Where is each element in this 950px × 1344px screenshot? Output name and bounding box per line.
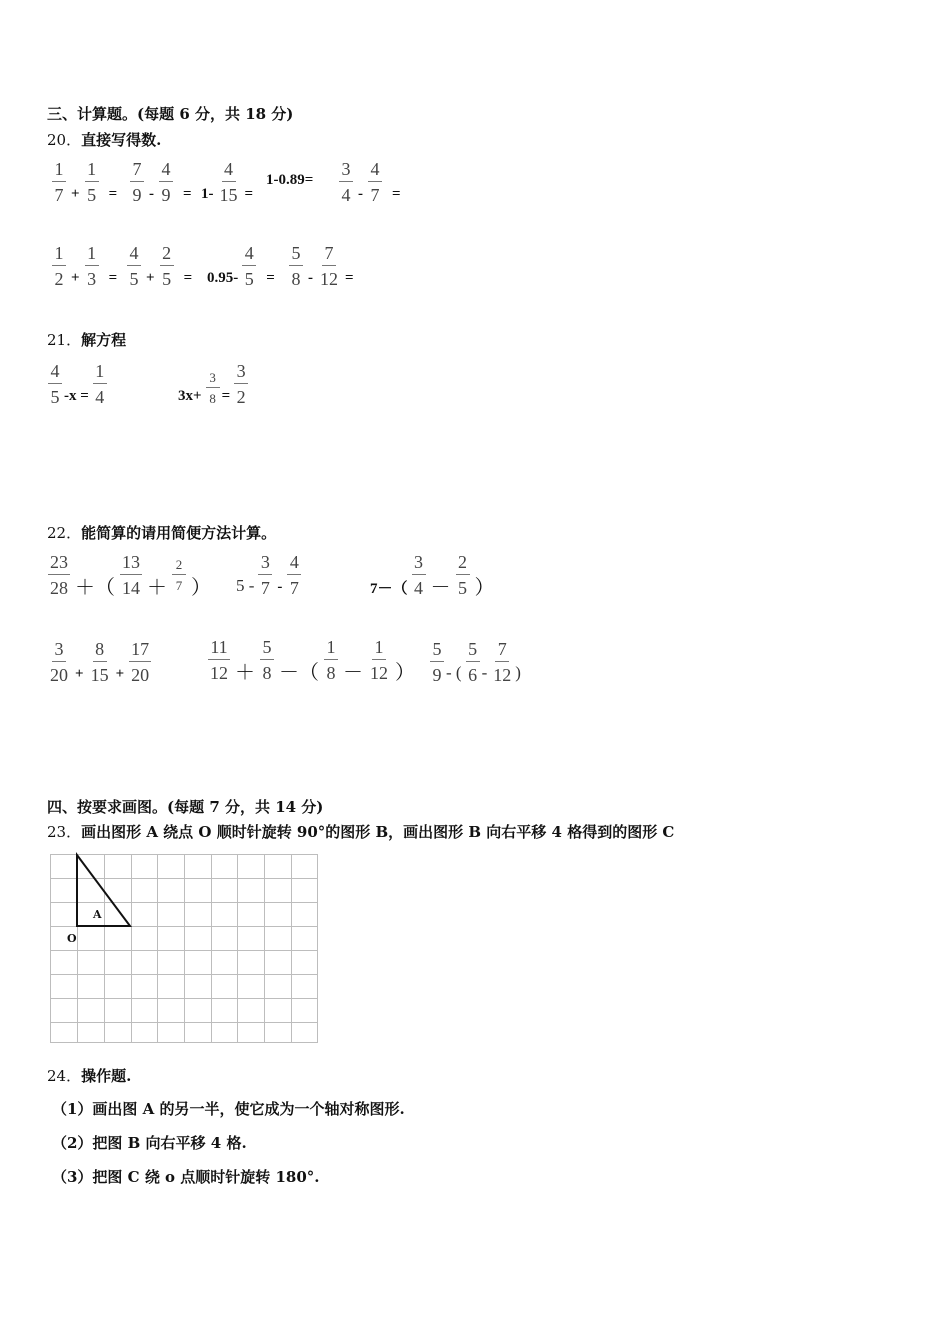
question-22-title [47, 522, 276, 543]
label-a: A [93, 908, 102, 921]
question-24-number: 24． [47, 1067, 82, 1085]
q22-expr-1: $\frac{23}{28}$ ＋（ $\frac{13}{14}$ ＋ $\frac{2}{7}$ ） [50, 552, 211, 599]
question-20-title [47, 129, 161, 150]
q20-expr-4: 1-0.89= [266, 172, 314, 188]
question-21-title [47, 329, 126, 350]
question-24-text: 操作题. [81, 1067, 132, 1085]
question-22-number: 22． [47, 524, 82, 542]
q20-expr-7: $\frac{4}{5}$ + $\frac{2}{5}$ = [125, 244, 195, 288]
q20-expr-1: $\frac{1}{7}$ + $\frac{1}{5}$ = [50, 160, 120, 204]
q24-item-2: （2）把图 B 向右平移 4 格. [52, 1134, 247, 1152]
q21-equation-2: 3x+ $\frac{3}{8}$ = $\frac{3}{2}$ [178, 362, 250, 406]
label-o: O [67, 932, 77, 945]
question-23-text: 画出图形 A 绕点 O 顺时针旋转 90°的图形 B，画出图形 B 向右平移 4 格得到的图形 C [81, 823, 675, 841]
triangle-a [77, 855, 130, 926]
question-21-number: 21． [47, 331, 82, 349]
question-21-text: 解方程 [81, 331, 127, 349]
q20-expr-9: $\frac{5}{8}$ - $\frac{7}{12}$ = [287, 244, 357, 288]
question-23-number: 23． [47, 823, 82, 841]
drawing-grid [46, 852, 322, 1045]
q22-expr-5: $\frac{11}{12}$ ＋ $\frac{5}{8}$ －（ $\frac{1}{8}$ － $\frac{1}{12}$ ） [210, 637, 415, 684]
q22-expr-2: 5 - $\frac{3}{7}$ - $\frac{4}{7}$ [236, 553, 303, 597]
question-20-text: 直接写得数. [81, 131, 162, 149]
q22-expr-3: 7－（ $\frac{3}{4}$ － $\frac{2}{5}$ ） [370, 552, 495, 599]
q24-item-3: （3）把图 C 绕 o 点顺时针旋转 180°. [52, 1168, 320, 1186]
question-23 [47, 821, 674, 842]
q22-expr-4: $\frac{3}{20}$ + $\frac{8}{15}$ + $\frac{17}{20}$ [50, 639, 150, 685]
q22-expr-6: $\frac{5}{9}$ - ( $\frac{5}{6}$ - $\frac{7}{12}$ ) [428, 640, 523, 684]
q21-equation-1: $\frac{4}{5}$ -x = $\frac{1}{4}$ [46, 362, 109, 406]
section-3-title: 三、计算题。(每题 6 分，共 18 分) [47, 105, 294, 123]
q20-expr-2: $\frac{7}{9}$ - $\frac{4}{9}$ = [128, 160, 195, 204]
section-4-title: 四、按要求画图。(每题 7 分，共 14 分) [47, 798, 324, 816]
q20-expr-5: $\frac{3}{4}$ - $\frac{4}{7}$ = [337, 160, 404, 204]
q20-expr-6: $\frac{1}{2}$ + $\frac{1}{3}$ = [50, 244, 120, 288]
q20-expr-8: 0.95- $\frac{4}{5}$ = [207, 243, 275, 289]
question-22-text: 能简算的请用简便方法计算。 [81, 524, 277, 542]
q20-expr-3: 1- $\frac{4}{15}$ = [201, 159, 254, 205]
question-20-number: 20． [47, 131, 82, 149]
q24-item-1: （1）画出图 A 的另一半，使它成为一个轴对称图形. [52, 1100, 405, 1118]
question-24-title [47, 1065, 131, 1086]
